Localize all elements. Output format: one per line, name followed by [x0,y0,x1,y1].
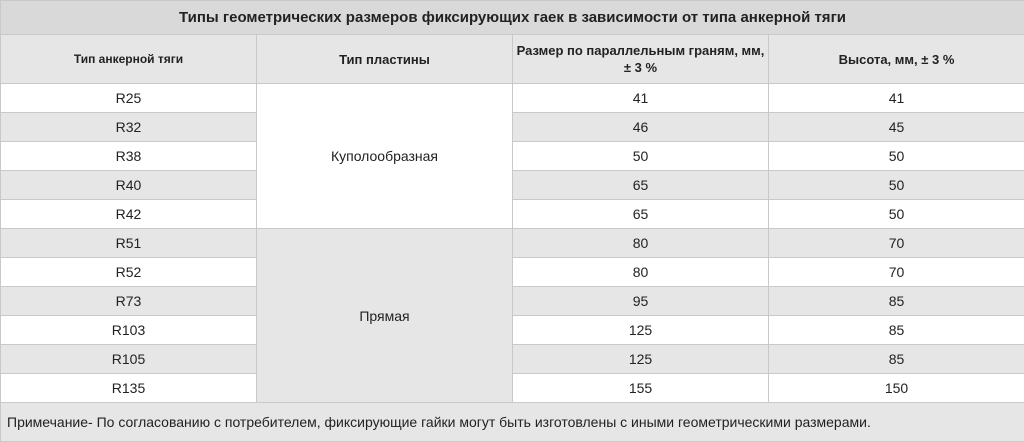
height-cell: 45 [769,113,1024,142]
height-cell: 70 [769,258,1024,287]
rod-type-cell: R103 [1,316,257,345]
flat-size-cell: 125 [513,345,769,374]
table-row [1,229,1024,258]
flat-size-cell: 80 [513,229,769,258]
flat-size-cell: 65 [513,200,769,229]
flat-size-cell: 95 [513,287,769,316]
table-row [1,287,1024,316]
header-flat-size: Размер по параллельным граням, мм, ± 3 % [513,35,769,84]
plate-type-dome: Куполообразная [257,84,513,229]
flat-size-cell: 80 [513,258,769,287]
rod-type-cell: R32 [1,113,257,142]
height-cell: 85 [769,287,1024,316]
plate-type-flat: Прямая [257,229,513,403]
height-cell: 85 [769,345,1024,374]
rod-type-cell: R52 [1,258,257,287]
flat-size-cell: 41 [513,84,769,113]
flat-size-cell: 65 [513,171,769,200]
rod-type-cell: R105 [1,345,257,374]
rod-type-cell: R25 [1,84,257,113]
header-rod-type: Тип анкерной тяги [1,35,257,84]
header-plate-type: Тип пластины [257,35,513,84]
flat-size-cell: 125 [513,316,769,345]
height-cell: 50 [769,200,1024,229]
table-row [1,374,1024,403]
rod-type-cell: R38 [1,142,257,171]
table-row [1,258,1024,287]
table-row [1,316,1024,345]
height-cell: 70 [769,229,1024,258]
rod-type-cell: R135 [1,374,257,403]
table-note: Примечание- По согласованию с потребителем, фиксирующие гайки могут быть изготовлены с иными геометрическими размерами. [1,403,1024,442]
flat-size-cell: 46 [513,113,769,142]
table-row [1,171,1024,200]
height-cell: 85 [769,316,1024,345]
header-height: Высота, мм, ± 3 % [769,35,1024,84]
table-row [1,345,1024,374]
rod-type-cell: R73 [1,287,257,316]
table-row [1,142,1024,171]
height-cell: 150 [769,374,1024,403]
height-cell: 50 [769,171,1024,200]
table-row [1,113,1024,142]
table-title: Типы геометрических размеров фиксирующих гаек в зависимости от типа анкерной тяги [1,1,1024,35]
rod-type-cell: R40 [1,171,257,200]
rod-type-cell: R42 [1,200,257,229]
height-cell: 41 [769,84,1024,113]
height-cell: 50 [769,142,1024,171]
flat-size-cell: 50 [513,142,769,171]
flat-size-cell: 155 [513,374,769,403]
table-row [1,84,1024,113]
rod-type-cell: R51 [1,229,257,258]
table-row [1,200,1024,229]
